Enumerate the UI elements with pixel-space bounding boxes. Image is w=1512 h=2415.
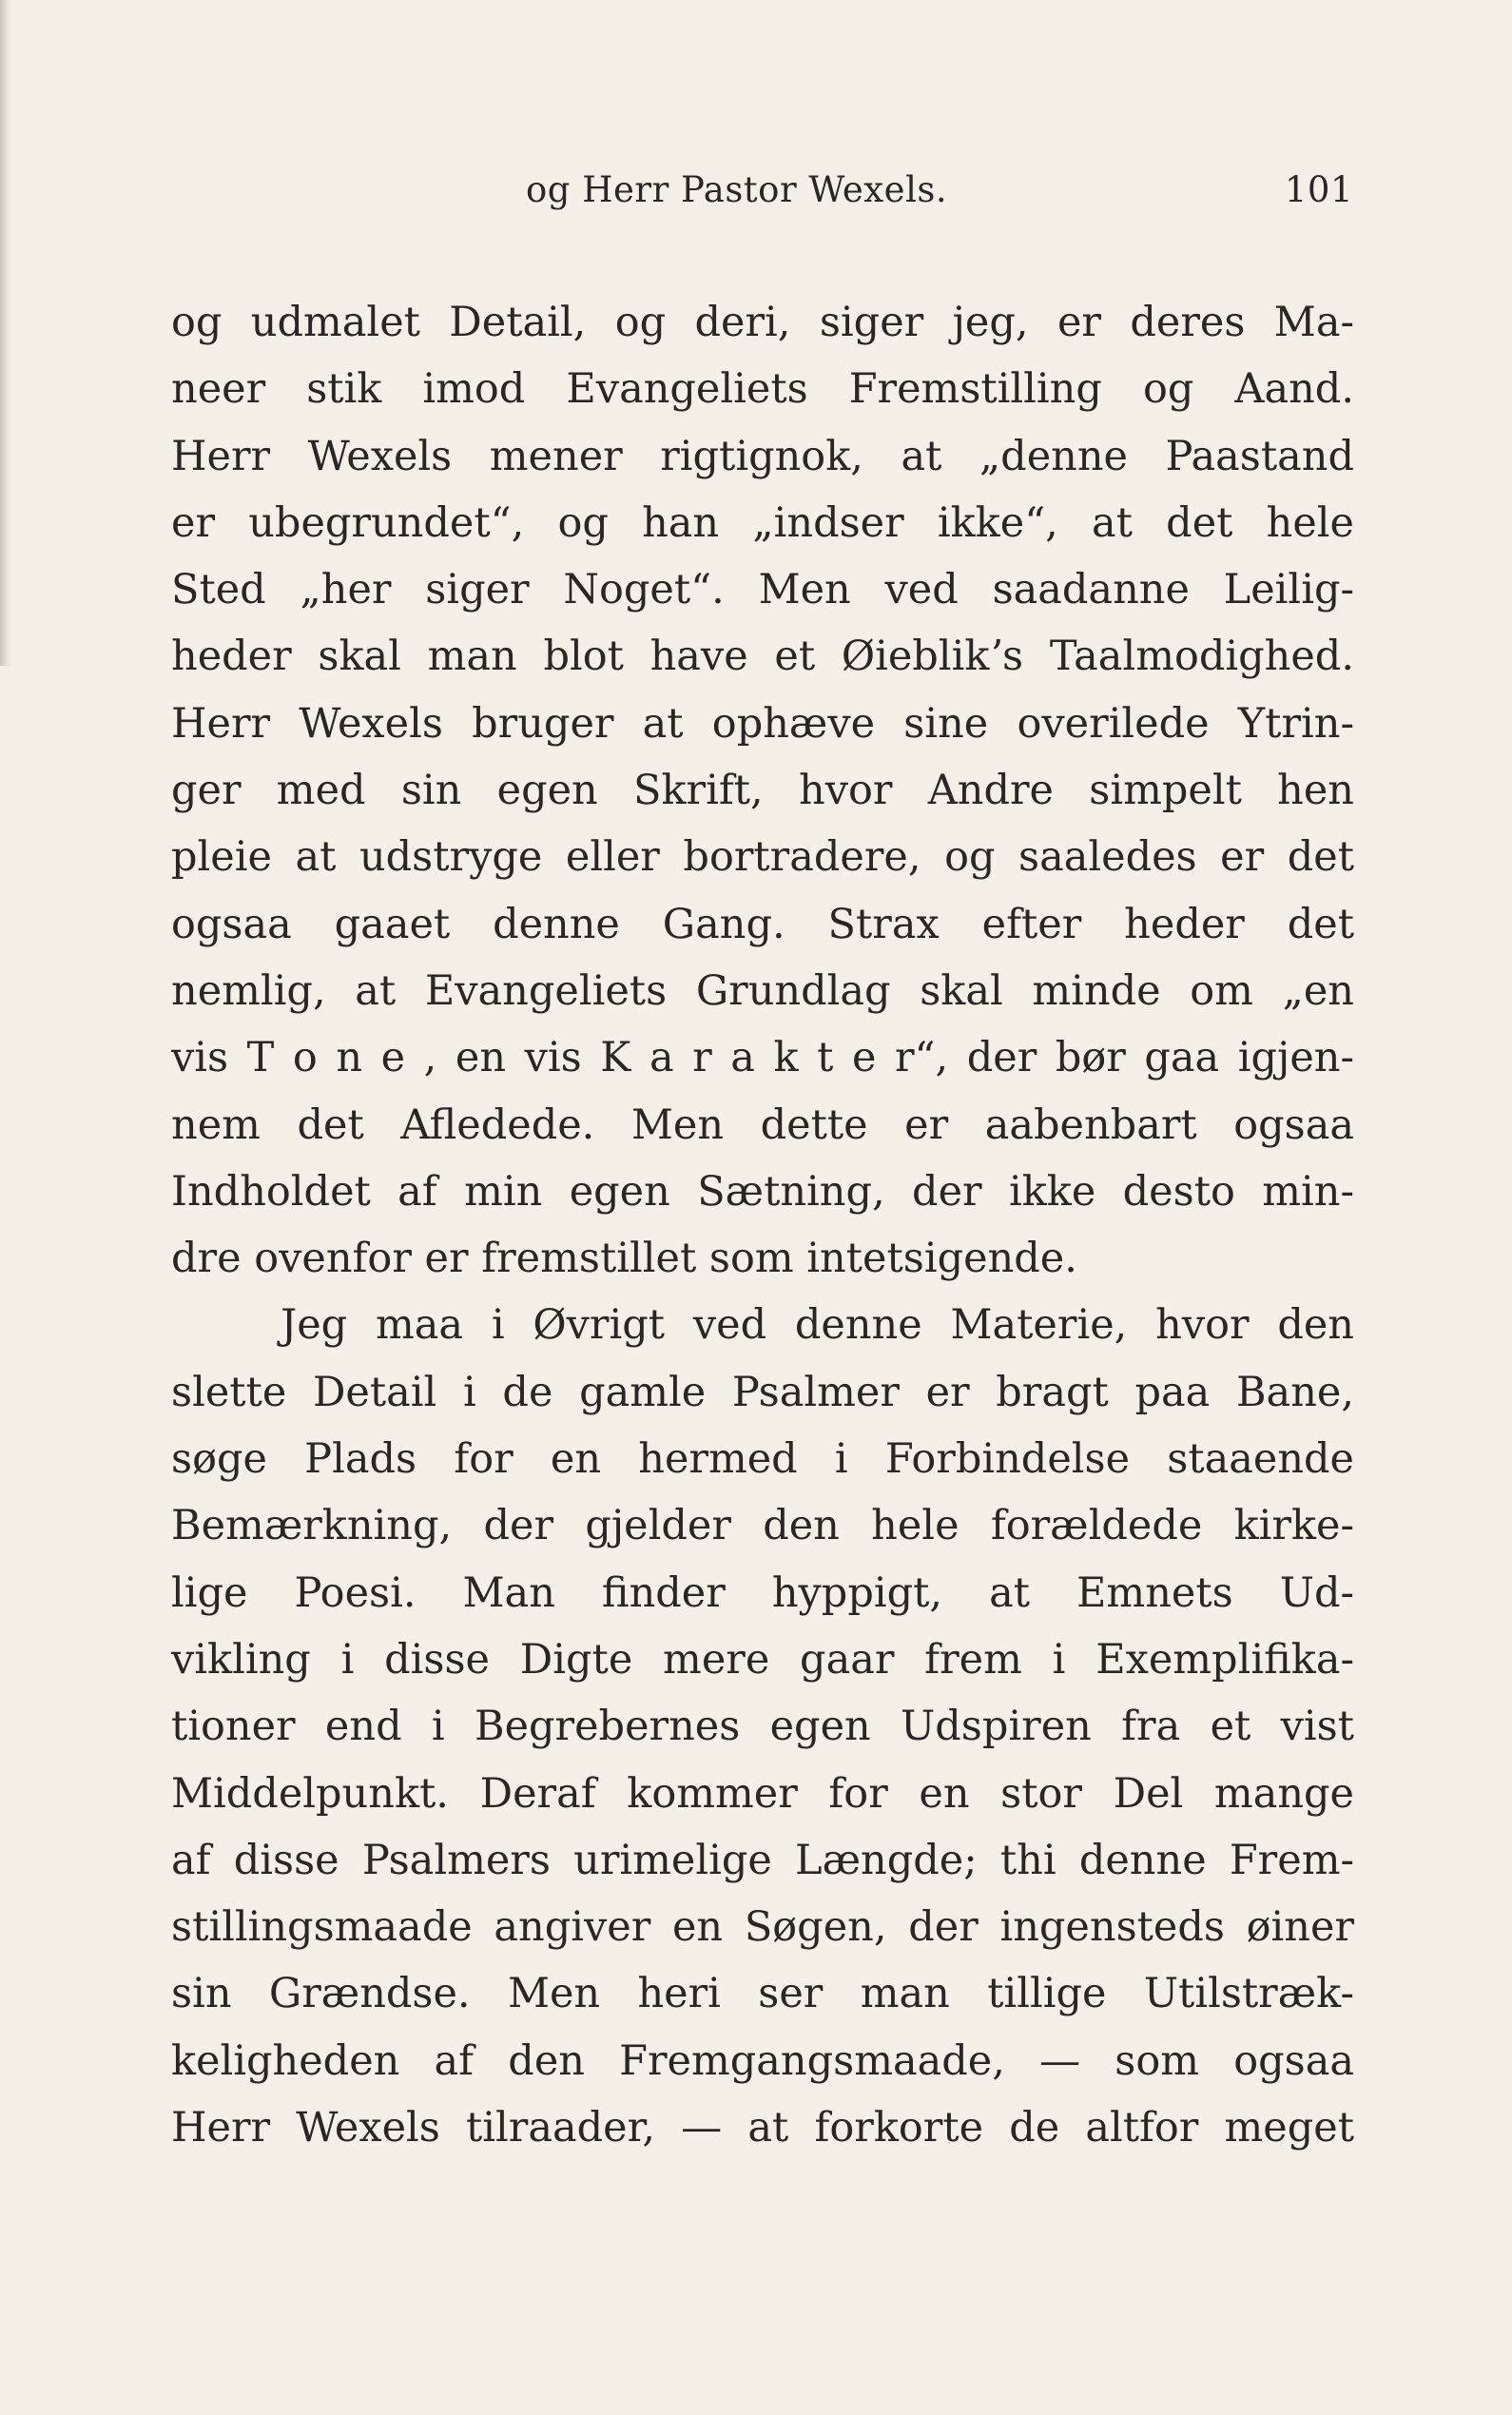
running-head-title: og Herr Pastor Wexels.: [526, 169, 948, 210]
paragraph-last-line: dre ovenfor er fremstillet som intetsigende.: [171, 1235, 1077, 1283]
text-line: ogsaa gaaet denne Gang. Strax efter heder det: [171, 900, 1354, 948]
page-binding-shadow: [0, 0, 13, 666]
text-line: vikling i disse Digte mere gaar frem i Exemplifika-: [171, 1635, 1354, 1684]
text-line: og udmalet Detail, og deri, siger jeg, er deres Ma-: [171, 299, 1354, 346]
text-line: keligheden af den Fremgangsmaade, — som ogsaa: [171, 2036, 1354, 2085]
text-line: lige Poesi. Man finder hyppigt, at Emnets Ud-: [171, 1568, 1354, 1617]
page-number: 101: [1284, 169, 1353, 210]
text-line: nem det Afledede. Men dette er aabenbart ogsaa: [171, 1100, 1354, 1149]
text-line: søge Plads for en hermed i Forbindelse staaende: [171, 1435, 1354, 1484]
text-line: nemlig, at Evangeliets Grundlag skal minde om „en: [171, 966, 1354, 1015]
text-line: heder skal man blot have et Øieblikʼs Taalmodighed.: [171, 633, 1354, 681]
text-line: tioner end i Begrebernes egen Udspiren fra et vist: [171, 1703, 1354, 1751]
text-line: slette Detail i de gamle Psalmer er bragt paa Bane,: [171, 1368, 1354, 1416]
text-line: Middelpunkt. Deraf kommer for en stor Del mange: [171, 1769, 1354, 1818]
text-line: neer stik imod Evangeliets Fremstilling og Aand.: [171, 365, 1354, 414]
text-line: Sted „her siger Noget“. Men ved saadanne Leilig-: [171, 566, 1354, 614]
body-text: [171, 289, 1354, 2161]
text-line: vis T o n e , en vis K a r a k t e r“, der bør gaa igjen-: [171, 1034, 1354, 1082]
text-line: Indholdet af min egen Sætning, der ikke desto min-: [171, 1167, 1354, 1216]
text-line: Herr Wexels tilraader, — at forkorte de altfor meget: [171, 2104, 1354, 2152]
text-line: Herr Wexels mener rigtignok, at „denne Paastand: [171, 432, 1354, 480]
text-line: Bemærkning, der gjelder den hele forældede kirke-: [171, 1502, 1354, 1550]
text-line: af disse Psalmers urimelige Længde; thi denne Frem-: [171, 1836, 1354, 1884]
running-head: [526, 169, 1353, 226]
text-line: er ubegrundet“, og han „indser ikke“, at det hele: [171, 498, 1354, 547]
paragraph-first-line: Jeg maa i Øvrigt ved denne Materie, hvor den: [281, 1301, 1354, 1350]
text-line: ger med sin egen Skrift, hvor Andre simpelt hen: [171, 767, 1354, 815]
text-line: pleie at udstryge eller bortradere, og saaledes er det: [171, 833, 1354, 882]
text-line: Herr Wexels bruger at ophæve sine overilede Ytrin-: [171, 699, 1354, 748]
text-line: stillingsmaade angiver en Søgen, der ingensteds øiner: [171, 1903, 1354, 1952]
text-line: sin Grændse. Men heri ser man tillige Utilstræk-: [171, 1970, 1354, 2018]
